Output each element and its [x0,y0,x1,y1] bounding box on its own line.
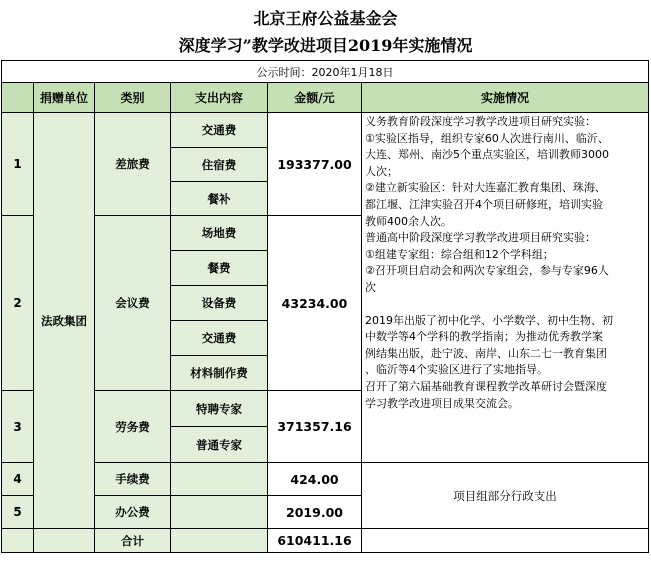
situation-line: ①实验区指导，组织专家60人次进行南川、临沂、 [365,131,609,145]
situation-line: 普通高中阶段深度学习教学改进项目研究实验： [365,231,596,245]
expense-item-empty [171,463,268,496]
document-title: 北京王府公益基金会 [253,9,398,28]
situation-line [365,297,646,313]
situation-line: 、临沂等4个实验区进行了实地指导。 [365,363,548,377]
header-no [2,83,34,113]
amount-cell: 2019.00 [268,496,362,529]
row-number: 5 [2,496,34,529]
expense-table [1,60,649,553]
situation-line: 学习教学改进项目成果交流会。 [365,396,519,410]
category-cell: 办公费 [95,496,171,529]
situation-line: 大连、郑州、南沙5个重点实验区，培训教师3000 [365,148,609,162]
expense-item: 普通专家 [171,427,268,463]
donor-cell: 法政集团 [34,113,95,529]
header-donor: 捐赠单位 [34,83,95,113]
category-cell: 劳务费 [95,391,171,463]
table-row [2,113,649,148]
situation-line: 次 [365,280,376,294]
expense-item: 材料制作费 [171,356,268,391]
expense-item: 餐费 [171,251,268,286]
admin-note: 项目组部分行政支出 [362,463,649,529]
publish-date: 公示时间：2020年1月18日 [2,61,649,83]
expense-item-empty [171,496,268,529]
situation-line: ①组建专家组：综合组和12个学科组； [365,247,554,261]
table-row [2,463,649,496]
total-empty [171,529,268,553]
amount-cell: 424.00 [268,463,362,496]
situation-line: 人次； [365,164,398,178]
situation-line: 中数学等4个学科的教学指南；为推动优秀教学案 [365,330,603,344]
amount-cell: 371357.16 [268,391,362,463]
situation-line: 都江堰、江津实验召开4个项目研修班，培训实验 [365,197,603,211]
amount-cell: 193377.00 [268,113,362,216]
expense-item: 餐补 [171,182,268,216]
expense-item: 设备费 [171,286,268,321]
situation-line: ②建立新实验区：针对大连嘉汇教育集团、珠海、 [365,181,606,195]
category-cell: 手续费 [95,463,171,496]
row-number: 3 [2,391,34,463]
situation-line: 召开了第六届基础教育课程教学改革研讨会暨深度 [365,379,607,393]
situation-line: ②召开项目启动会和两次专家组会，参与专家96人 [365,264,609,278]
expense-item: 场地费 [171,216,268,251]
category-cell: 会议费 [95,216,171,391]
header-row [2,83,649,113]
header-situation: 实施情况 [362,83,649,113]
expense-item: 特聘专家 [171,391,268,427]
total-empty [34,529,95,553]
situation-line: 教师400余人次。 [365,214,452,228]
situation-line: 2019年出版了初中化学、小学数学、初中生物、初 [365,313,613,327]
total-empty [2,529,34,553]
header-amount: 金额/元 [268,83,362,113]
expense-item: 住宿费 [171,148,268,182]
row-number: 2 [2,216,34,391]
row-number: 4 [2,463,34,496]
row-number: 1 [2,113,34,216]
situation-cell [362,113,649,463]
total-amount: 610411.16 [268,529,362,553]
situation-line: 例结集出版，赴宁波、南岸、山东二七一教育集团 [365,346,607,360]
expense-item: 交通费 [171,321,268,356]
total-empty [362,529,649,553]
situation-line: 义务教育阶段深度学习教学改进项目研究实验： [365,115,596,128]
header-category: 类别 [95,83,171,113]
total-label: 合计 [95,529,171,553]
category-cell: 差旅费 [95,113,171,216]
total-row [2,529,649,553]
header-expense-items: 支出内容 [171,83,268,113]
expense-item: 交通费 [171,113,268,148]
amount-cell: 43234.00 [268,216,362,391]
document-subtitle: 深度学习”教学改进项目2019年实施情况 [178,36,473,55]
